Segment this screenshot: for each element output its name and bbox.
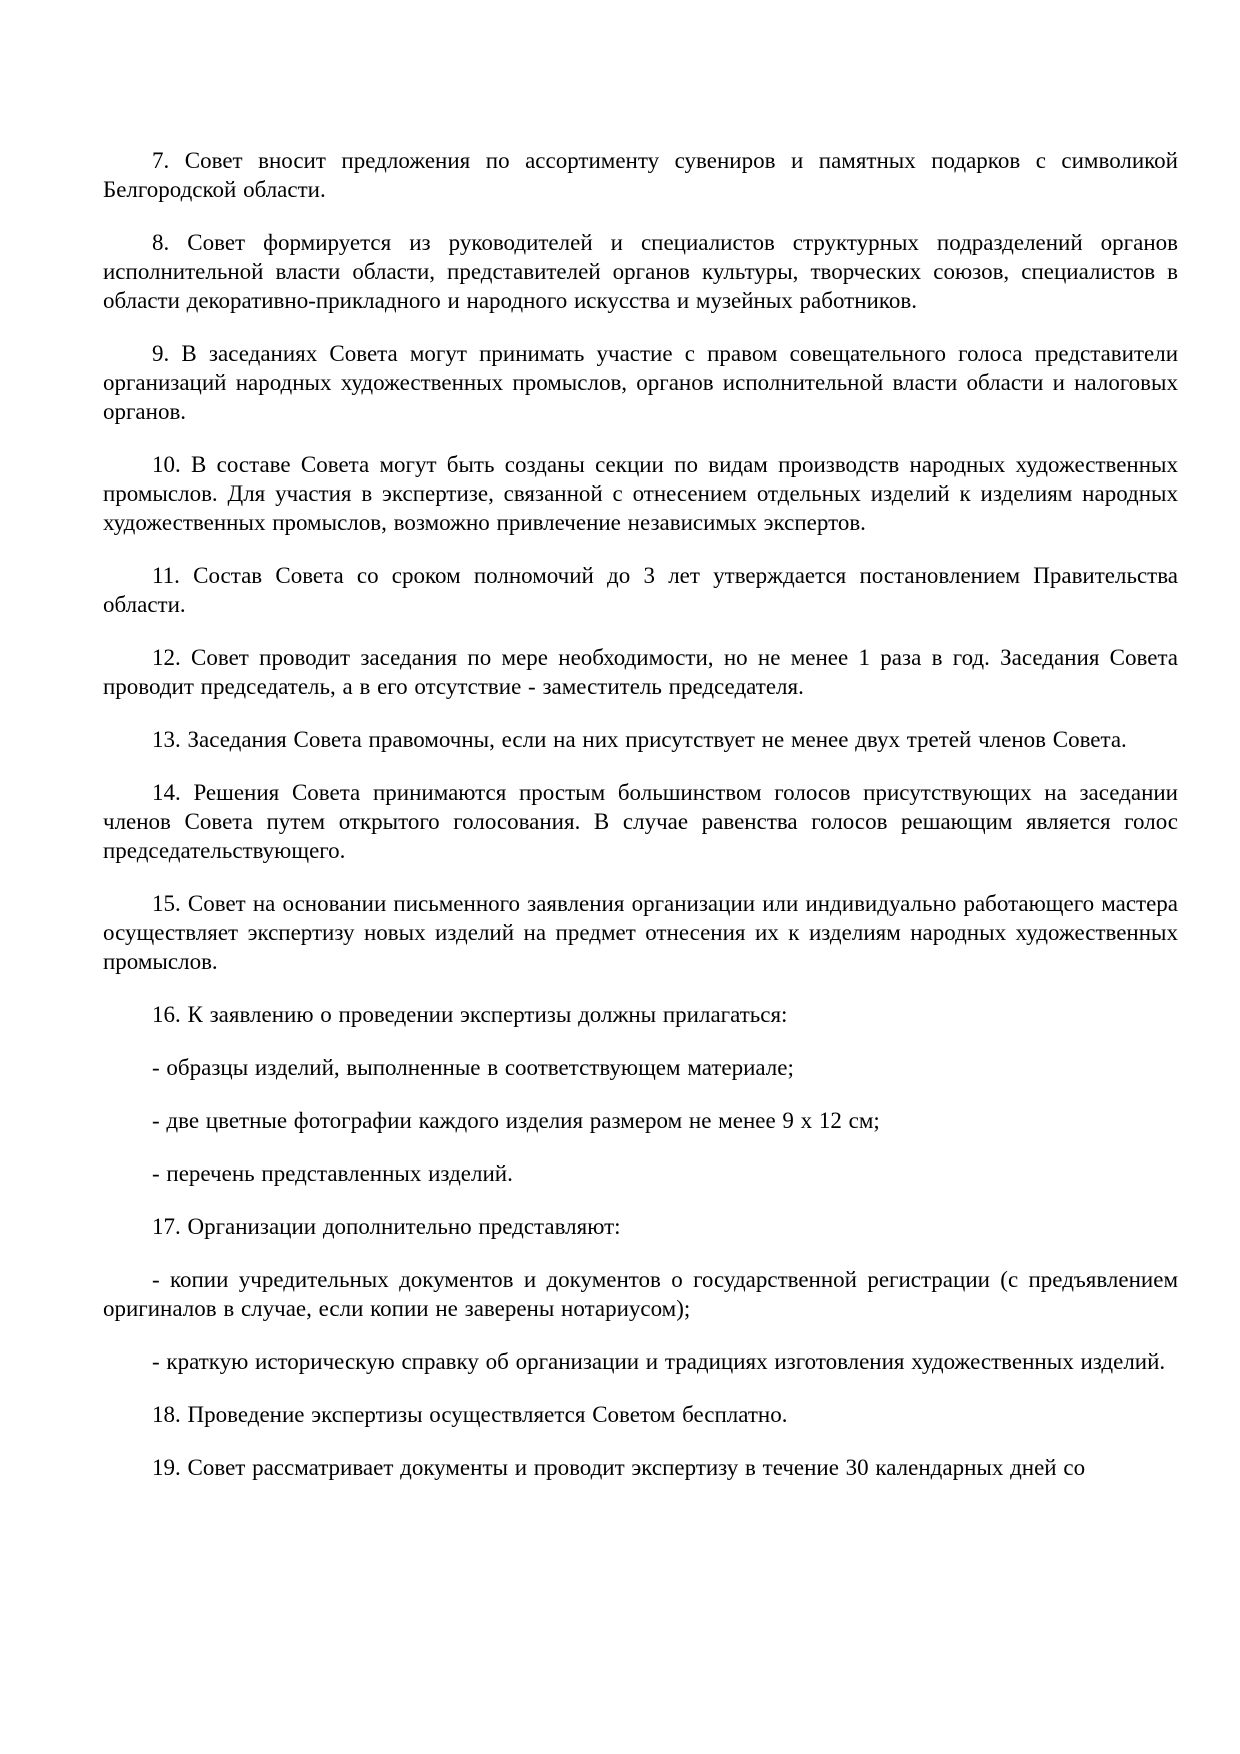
list-item-photos: - две цветные фотографии каждого изделия размером не менее 9 х 12 см; xyxy=(152,1108,880,1133)
paragraph-16: 16. К заявлению о проведении экспертизы должны прилагаться: xyxy=(152,1002,788,1027)
paragraph-9: 9. В заседаниях Совета могут принимать участие с правом совещательного голоса представители организаций народных художественных промыслов, органов исполнительной власти области и налоговых органов. xyxy=(103,341,1178,424)
paragraph-10: 10. В составе Совета могут быть созданы секции по видам производств народных художественных промыслов. Для участия в экспертизе, связанной с отнесением отдельных изделий к изделиям народных художественных промыслов, возможно привлечение независимых экспертов. xyxy=(103,452,1178,535)
list-item-product-list: - перечень представленных изделий. xyxy=(152,1161,513,1186)
paragraph-8: 8. Совет формируется из руководителей и специалистов структурных подразделений органов исполнительной власти области, представителей органов культуры, творческих союзов, специалистов в области декоративно-прикладного и народного искусства и музейных работников. xyxy=(103,230,1178,313)
list-item-founding-docs: - копии учредительных документов и документов о государственной регистрации (с предъявлением оригиналов в случае, если копии не заверены нотариусом); xyxy=(103,1267,1178,1321)
paragraph-13: 13. Заседания Совета правомочны, если на них присутствует не менее двух третей членов Совета. xyxy=(152,727,1127,752)
paragraph-7: 7. Совет вносит предложения по ассортименту сувениров и памятных подарков с символикой Белгородской области. xyxy=(103,148,1178,202)
paragraph-11: 11. Состав Совета со сроком полномочий до 3 лет утверждается постановлением Правительства области. xyxy=(103,563,1178,617)
list-item-history-note: - краткую историческую справку об организации и традициях изготовления художественных изделий. xyxy=(152,1349,1166,1374)
paragraph-15: 15. Совет на основании письменного заявления организации или индивидуально работающего мастера осуществляет экспертизу новых изделий на предмет отнесения их к изделиям народных художественных промыслов. xyxy=(103,891,1178,974)
paragraph-19: 19. Совет рассматривает документы и проводит экспертизу в течение 30 календарных дней со xyxy=(152,1455,1086,1480)
list-item-samples: - образцы изделий, выполненные в соответствующем материале; xyxy=(152,1055,794,1080)
paragraph-14: 14. Решения Совета принимаются простым большинством голосов присутствующих на заседании членов Совета путем открытого голосования. В случае равенства голосов решающим является голос председательствующего. xyxy=(103,780,1178,863)
paragraph-12: 12. Совет проводит заседания по мере необходимости, но не менее 1 раза в год. Заседания Совета проводит председатель, а в его отсутствие - заместитель председателя. xyxy=(103,645,1178,699)
paragraph-18: 18. Проведение экспертизы осуществляется Советом бесплатно. xyxy=(152,1402,788,1427)
paragraph-17: 17. Организации дополнительно представляют: xyxy=(152,1214,621,1239)
